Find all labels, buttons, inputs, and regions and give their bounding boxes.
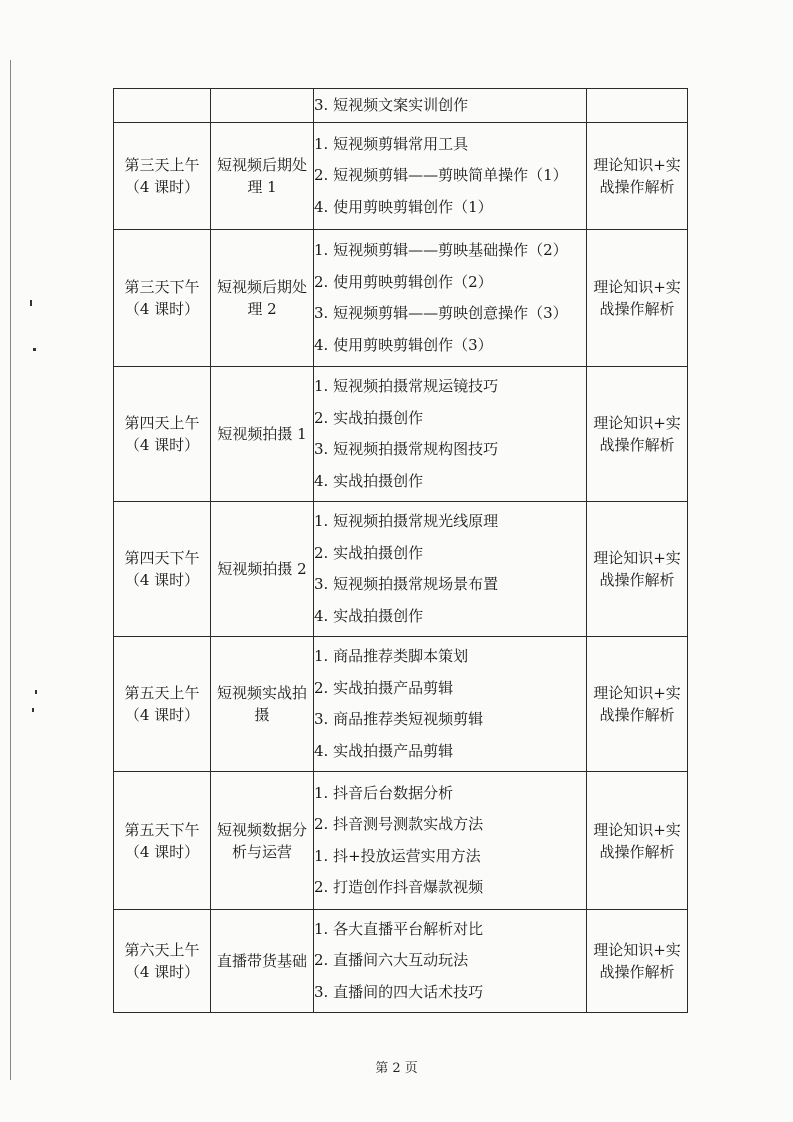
page-number: 第 2 页 xyxy=(375,1061,418,1076)
time-cell xyxy=(114,230,211,367)
time-cell xyxy=(114,502,211,637)
method-cell: 理论知识+实战操作解析 xyxy=(587,772,688,910)
course-schedule-table xyxy=(113,88,688,1013)
topic-cell: 短视频后期处理 2 xyxy=(211,230,314,367)
scan-speck xyxy=(30,300,32,306)
time-cell xyxy=(114,910,211,1013)
method-cell: 理论知识+实战操作解析 xyxy=(587,123,688,230)
topic-cell: 短视频拍摄 2 xyxy=(211,502,314,637)
table-row xyxy=(114,772,688,910)
content-item: 4. 实战拍摄创作 xyxy=(314,471,424,490)
content-item: 3. 短视频拍摄常规场景布置 xyxy=(314,575,499,593)
content-item: 2. 实战拍摄产品剪辑 xyxy=(314,678,454,697)
content-item: 2. 实战拍摄创作 xyxy=(314,543,424,562)
method-cell: 理论知识+实战操作解析 xyxy=(587,367,688,502)
content-cell xyxy=(314,772,587,910)
time-label: 第六天上午 xyxy=(124,941,200,959)
topic-cell: 短视频拍摄 1 xyxy=(211,367,314,502)
method-cell: 理论知识+实战操作解析 xyxy=(587,910,688,1013)
table-row xyxy=(114,910,688,1013)
time-hours: （4 课时） xyxy=(124,842,200,861)
time-cell xyxy=(114,772,211,910)
content-item: 3. 短视频文案实训创作 xyxy=(314,95,469,114)
time-hours: （4 课时） xyxy=(124,706,200,724)
table-row xyxy=(114,637,688,772)
content-item: 4. 实战拍摄产品剪辑 xyxy=(314,741,454,760)
content-item: 2. 打造创作抖音爆款视频 xyxy=(314,878,484,896)
time-hours: （4 课时） xyxy=(124,571,200,589)
content-item: 4. 使用剪映剪辑创作（1） xyxy=(314,197,493,216)
scan-speck xyxy=(32,708,34,712)
scan-speck xyxy=(35,690,37,694)
content-item: 2. 使用剪映剪辑创作（2） xyxy=(314,272,493,291)
time-label: 第五天上午 xyxy=(124,684,200,702)
content-item: 4. 实战拍摄创作 xyxy=(314,606,424,625)
content-item: 1. 短视频剪辑——剪映基础操作（2） xyxy=(314,241,568,259)
content-cell xyxy=(314,230,587,367)
scan-edge-line xyxy=(10,60,11,1080)
time-hours: （4 课时） xyxy=(124,963,200,981)
time-hours: （4 课时） xyxy=(124,178,200,196)
time-cell xyxy=(114,123,211,230)
content-item: 3. 直播间的四大话术技巧 xyxy=(314,982,484,1001)
content-item: 3. 短视频拍摄常规构图技巧 xyxy=(314,440,499,458)
content-cell xyxy=(314,502,587,637)
table-row xyxy=(114,89,688,123)
content-item: 2. 直播间六大互动玩法 xyxy=(314,951,469,970)
time-label: 第四天上午 xyxy=(124,414,200,432)
content-item: 1. 短视频拍摄常规运镜技巧 xyxy=(314,377,499,395)
time-label: 第五天下午 xyxy=(124,820,200,839)
content-cell xyxy=(314,89,587,123)
time-cell xyxy=(114,367,211,502)
content-cell xyxy=(314,123,587,230)
content-item: 2. 抖音测号测款实战方法 xyxy=(314,815,484,833)
content-item: 3. 商品推荐类短视频剪辑 xyxy=(314,710,484,728)
content-cell xyxy=(314,910,587,1013)
content-item: 1. 各大直播平台解析对比 xyxy=(314,919,484,938)
time-label: 第四天下午 xyxy=(124,549,200,567)
scan-speck xyxy=(33,348,36,351)
content-item: 2. 实战拍摄创作 xyxy=(314,408,424,427)
topic-cell: 短视频后期处理 1 xyxy=(211,123,314,230)
content-item: 1. 抖+投放运营实用方法 xyxy=(314,846,481,865)
content-item: 1. 商品推荐类脚本策划 xyxy=(314,647,469,665)
topic-cell: 直播带货基础 xyxy=(211,910,314,1013)
time-hours: （4 课时） xyxy=(124,436,200,454)
method-cell: 理论知识+实战操作解析 xyxy=(587,637,688,772)
content-cell xyxy=(314,367,587,502)
table-row xyxy=(114,502,688,637)
content-item: 1. 抖音后台数据分析 xyxy=(314,783,454,802)
time-cell xyxy=(114,637,211,772)
content-item: 4. 使用剪映剪辑创作（3） xyxy=(314,335,493,354)
content-item: 1. 短视频拍摄常规光线原理 xyxy=(314,512,499,530)
time-cell xyxy=(114,89,211,123)
content-item: 2. 短视频剪辑——剪映简单操作（1） xyxy=(314,166,568,185)
table-row xyxy=(114,367,688,502)
content-cell xyxy=(314,637,587,772)
topic-cell: 短视频数据分析与运营 xyxy=(211,772,314,910)
content-item: 3. 短视频剪辑——剪映创意操作（3） xyxy=(314,304,568,322)
time-hours: （4 课时） xyxy=(124,300,200,318)
method-cell: 理论知识+实战操作解析 xyxy=(587,230,688,367)
topic-cell: 短视频实战拍摄 xyxy=(211,637,314,772)
time-label: 第三天下午 xyxy=(124,278,200,296)
method-cell: 理论知识+实战操作解析 xyxy=(587,502,688,637)
table-row xyxy=(114,123,688,230)
content-item: 1. 短视频剪辑常用工具 xyxy=(314,134,469,153)
method-cell xyxy=(587,89,688,123)
topic-cell xyxy=(211,89,314,123)
time-label: 第三天上午 xyxy=(124,156,200,174)
table-row xyxy=(114,230,688,367)
